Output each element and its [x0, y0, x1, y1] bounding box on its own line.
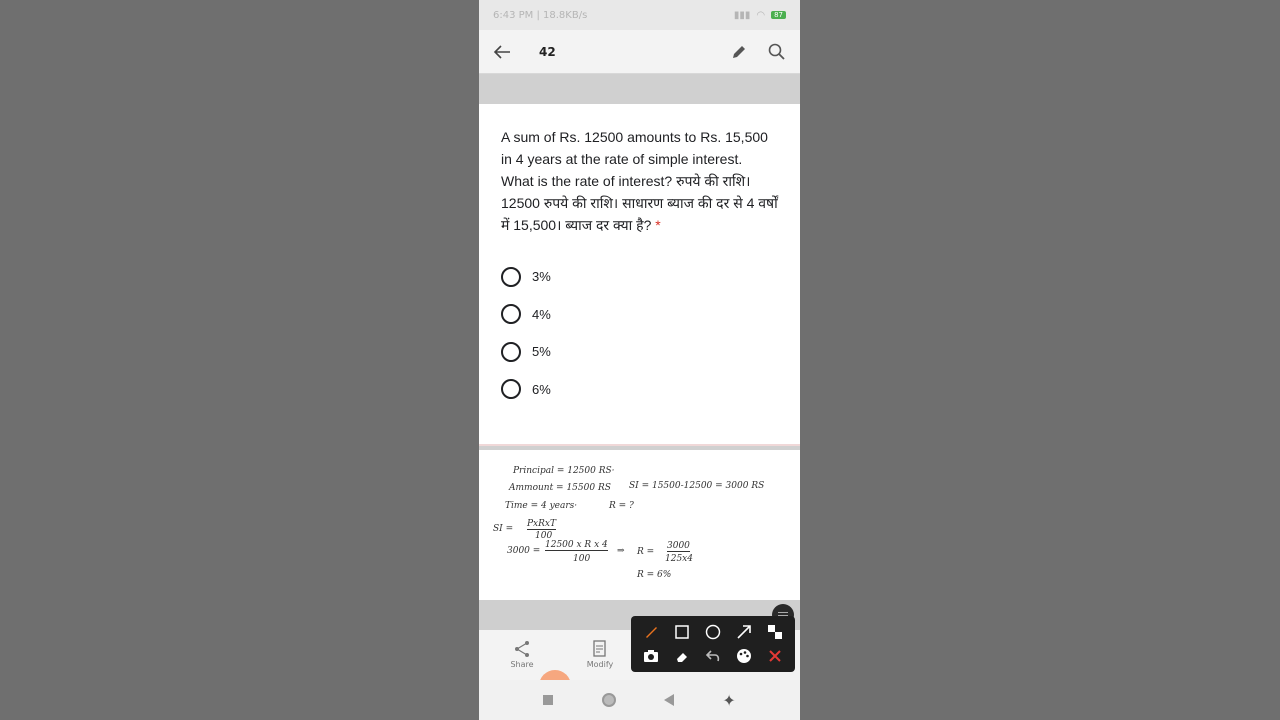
modify-icon [591, 640, 609, 658]
modify-label: Modify [586, 660, 614, 669]
rectangle-icon[interactable] [672, 622, 692, 642]
option-label: 4% [532, 306, 551, 322]
note-eq-left: 3000 = [507, 546, 541, 556]
brush-icon[interactable] [641, 622, 661, 642]
option-label: 3% [532, 269, 551, 285]
phone-screen [479, 0, 800, 720]
note-principal: Principal = 12500 RS· [513, 466, 615, 476]
note-eq-num: 12500 x R x 4 [545, 540, 608, 550]
home-icon[interactable] [602, 693, 616, 707]
arrow-icon[interactable] [734, 622, 754, 642]
note-r-label: R = [637, 547, 655, 557]
accessibility-icon[interactable]: ✦ [722, 690, 736, 710]
share-button[interactable] [483, 640, 561, 669]
back-icon[interactable] [664, 694, 674, 706]
status-bar [479, 0, 800, 30]
status-time: 6:43 PM | 18.8KB/s [493, 9, 588, 21]
note-r-den: 125x4 [665, 554, 693, 564]
close-icon[interactable] [765, 646, 785, 666]
share-label: Share [510, 660, 534, 669]
recents-icon[interactable] [543, 695, 553, 705]
circle-icon[interactable] [703, 622, 723, 642]
search-icon[interactable] [766, 41, 788, 63]
note-arrow: ⇒ [617, 546, 625, 556]
app-bar [479, 30, 800, 74]
back-arrow-icon[interactable] [491, 41, 513, 63]
note-si-calc: SI = 15500-12500 = 3000 RS [629, 481, 765, 491]
camera-icon[interactable] [641, 646, 661, 666]
page-title: 42 [539, 44, 556, 59]
screen-draw-toolbar [631, 616, 795, 672]
undo-icon[interactable] [703, 646, 723, 666]
options-list [501, 258, 778, 408]
option-4-percent[interactable] [501, 296, 778, 334]
wifi-icon: ◠ [756, 9, 766, 21]
eraser-icon[interactable] [672, 646, 692, 666]
question-text: A sum of Rs. 12500 amounts to Rs. 15,500 in 4 years at the rate of simple interest. What is the rate of interest? रुपये की राशि। 12500 रुपये की राशि। साधारण ब्याज की दर से 4 वर्षों में 15,500। ब्याज दर क्या है? * [501, 129, 778, 233]
option-6-percent[interactable] [501, 371, 778, 409]
radio-button[interactable] [501, 342, 521, 362]
modify-button[interactable] [561, 640, 639, 669]
option-5-percent[interactable] [501, 333, 778, 371]
mosaic-icon[interactable] [765, 622, 785, 642]
note-eq-den: 100 [573, 554, 591, 564]
battery-icon: 87 [771, 11, 786, 19]
note-si-formula-num: PxRxT [527, 519, 556, 529]
spacer [479, 74, 800, 104]
share-icon [513, 640, 531, 658]
handwritten-solution [479, 450, 800, 600]
option-label: 5% [532, 344, 551, 360]
palette-icon[interactable] [734, 646, 754, 666]
pencil-icon[interactable] [728, 41, 750, 63]
option-3-percent[interactable] [501, 258, 778, 296]
radio-button[interactable] [501, 304, 521, 324]
note-si-formula-den: 100 [535, 531, 553, 541]
note-rate-unknown: R = ? [609, 501, 634, 511]
radio-button[interactable] [501, 267, 521, 287]
note-time: Time = 4 years· [505, 501, 578, 511]
note-amount: Ammount = 15500 RS [509, 483, 611, 493]
note-r-num: 3000 [667, 541, 690, 551]
option-label: 6% [532, 381, 551, 397]
note-si-formula-left: SI = [493, 524, 514, 534]
signal-icon: ▮▮▮ [733, 9, 751, 21]
question-card [479, 104, 800, 446]
note-result: R = 6% [637, 570, 672, 580]
required-mark: * [655, 217, 661, 233]
radio-button[interactable] [501, 379, 521, 399]
system-nav-bar [479, 680, 800, 720]
